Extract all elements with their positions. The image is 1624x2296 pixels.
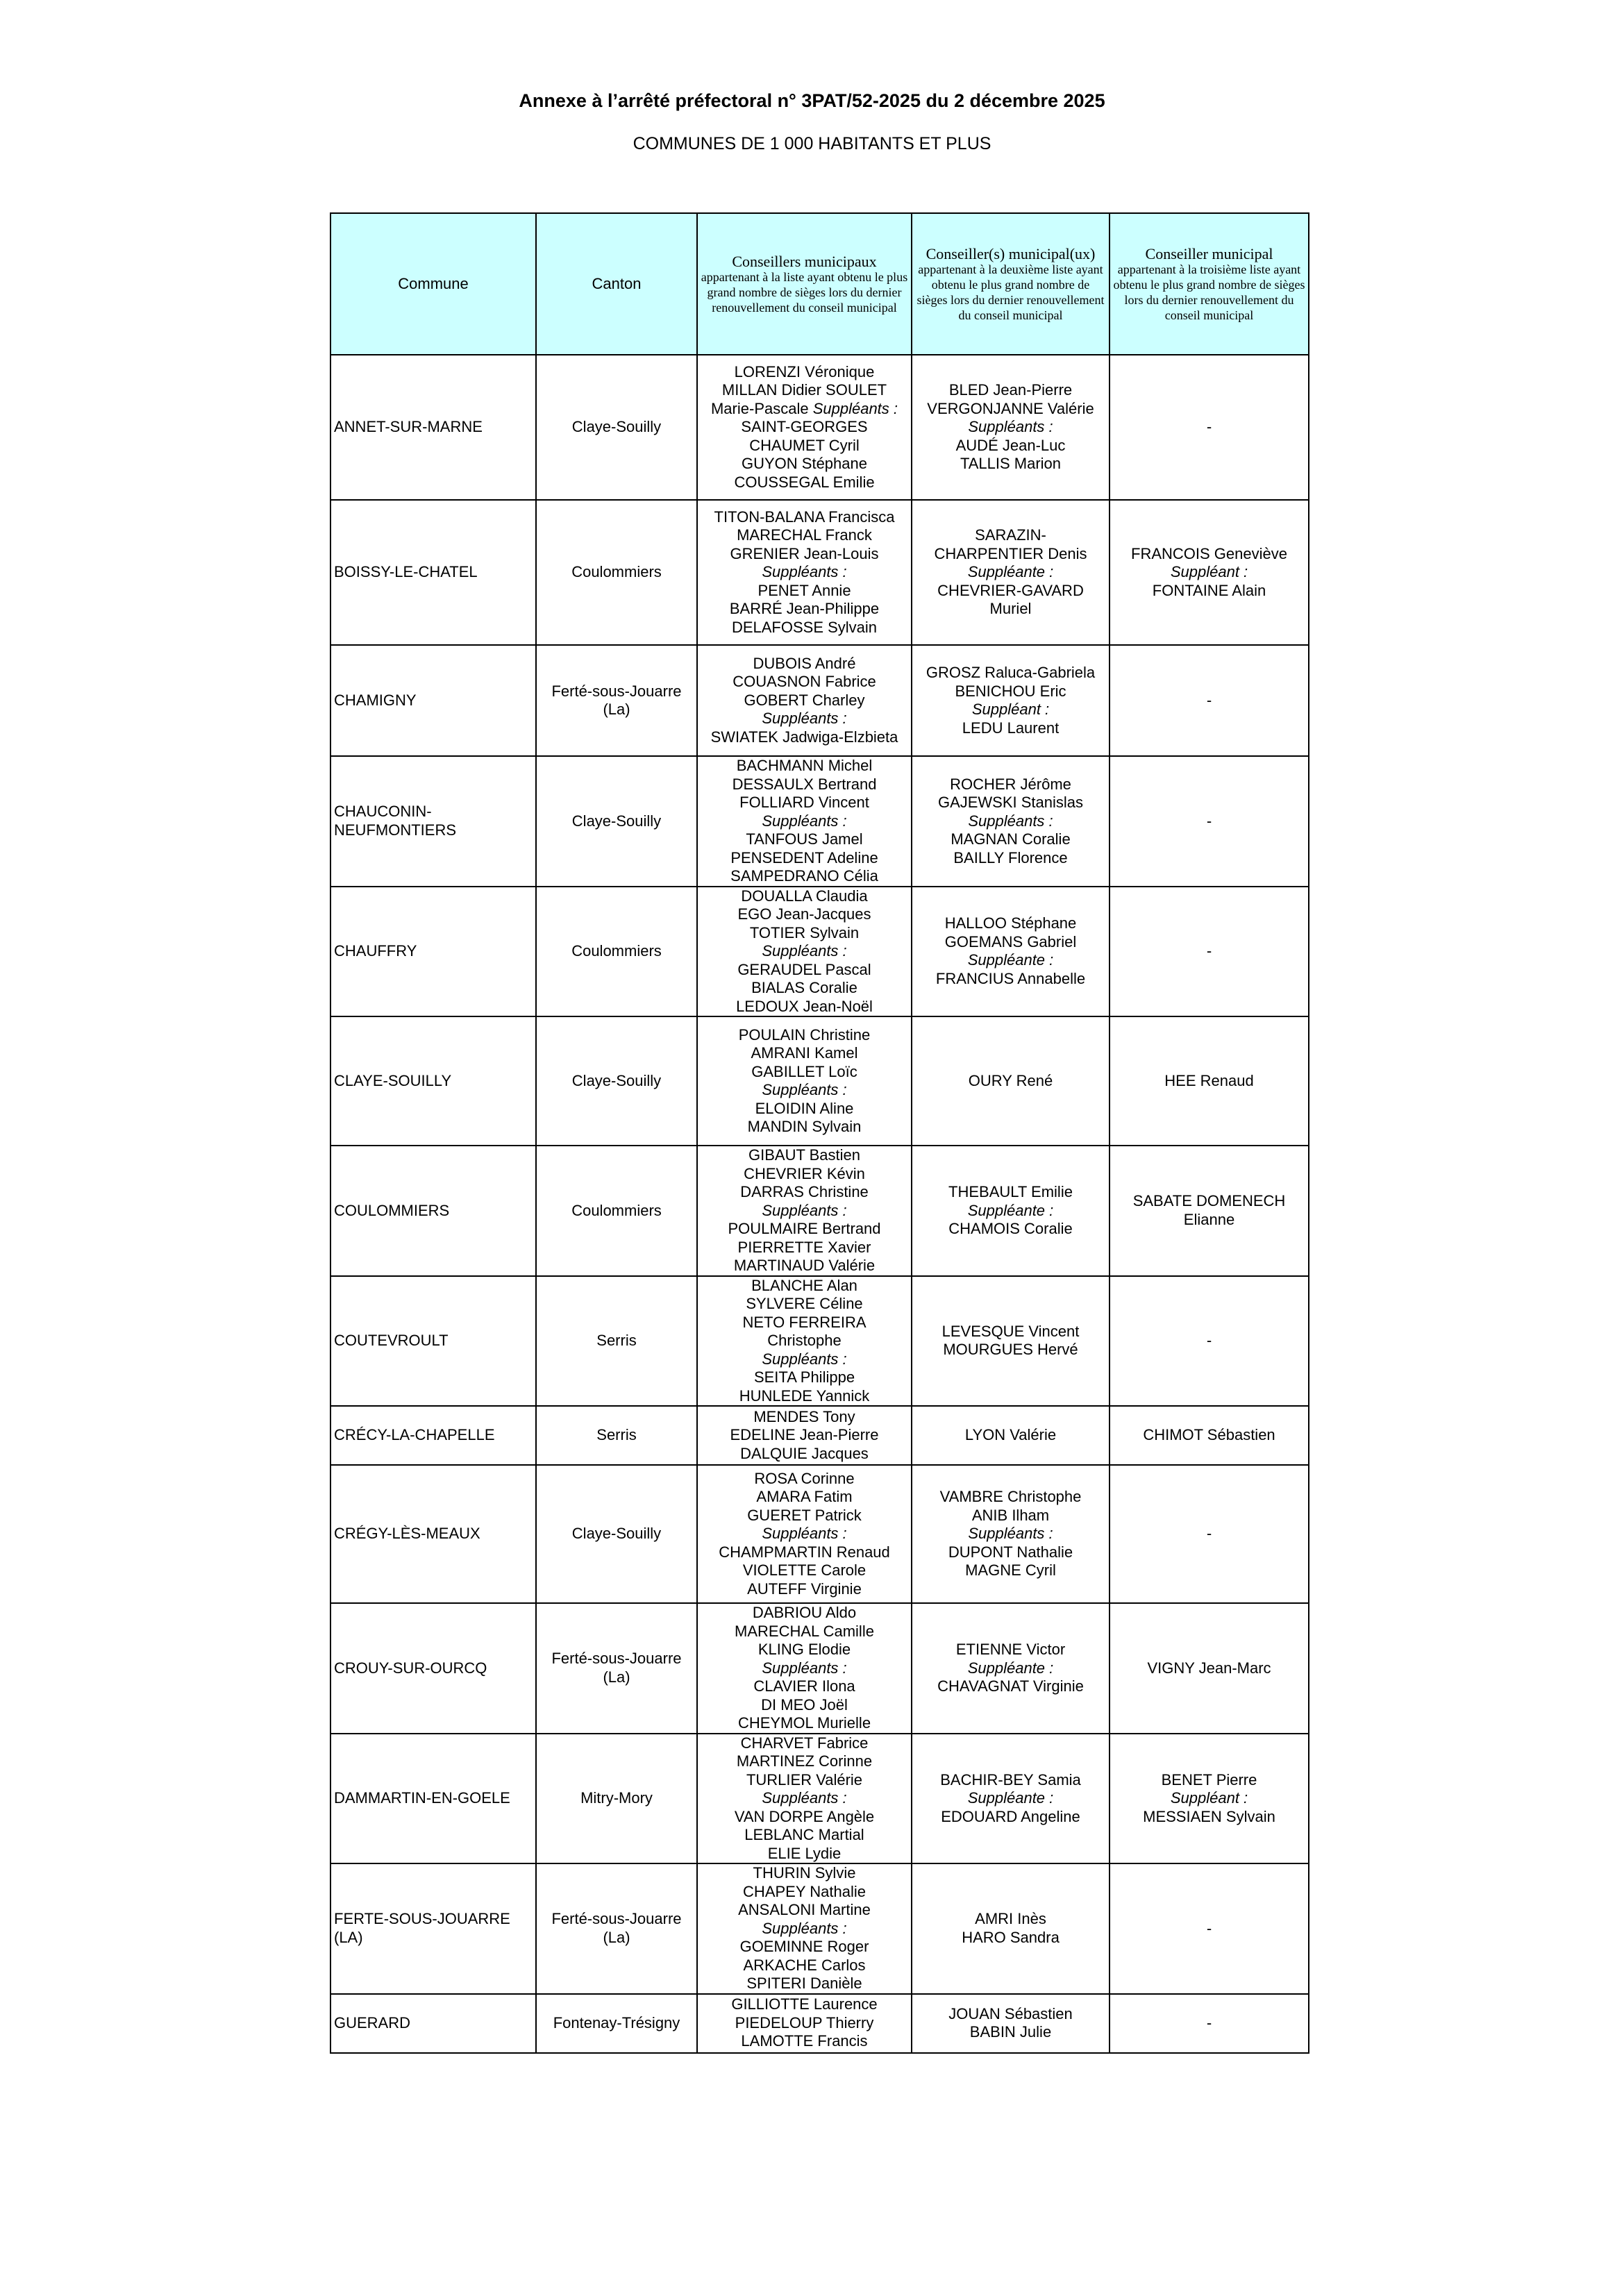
commune-cell	[330, 500, 536, 645]
cell-line: Suppléante :	[967, 951, 1054, 969]
cell-line: THEBAULT Emilie	[948, 1183, 1073, 1200]
cell-line: VERGONJANNE Valérie	[927, 399, 1094, 417]
list1-cell	[697, 1016, 912, 1146]
list1-cell	[697, 887, 912, 1017]
cell-line: HALLOO Stéphane	[944, 914, 1077, 932]
table-row	[330, 1734, 1309, 1864]
cell-line: CHIMOT Sébastien	[1143, 1426, 1275, 1444]
commune-cell	[330, 1146, 536, 1276]
cell-line: Coulommiers	[571, 1201, 662, 1219]
table-header-row	[330, 213, 1309, 355]
list2-cell	[912, 1465, 1110, 1603]
cell-line: CHAUMET Cyril	[749, 436, 860, 454]
cell-line: GOEMANS Gabriel	[944, 932, 1077, 950]
cell-line: Christophe	[767, 1332, 842, 1349]
list1-cell	[697, 1994, 912, 2053]
canton-cell	[536, 1734, 697, 1864]
cell-line: Claye-Souilly	[571, 812, 662, 830]
cell-line: ELIE Lydie	[767, 1844, 842, 1862]
cell-line: GILLIOTTE Laurence	[731, 1995, 878, 2013]
cell-line: MARTINAUD Valérie	[733, 1257, 876, 1274]
list1-cell	[697, 1276, 912, 1407]
cell-line: ROCHER Jérôme	[950, 775, 1071, 793]
cell-line: BLANCHE Alan	[751, 1276, 857, 1294]
cell-line: DUPONT Nathalie	[948, 1543, 1073, 1561]
cell-line: LYON Valérie	[964, 1426, 1057, 1444]
cell-line: -	[1206, 1525, 1212, 1543]
cell-line: Suppléants :	[762, 1919, 847, 1937]
table-row	[330, 1276, 1309, 1407]
cell-line: Suppléants :	[762, 563, 847, 581]
header-list3-title: Conseiller municipal	[1145, 244, 1273, 262]
cell-line: POULMAIRE Bertrand	[728, 1220, 881, 1237]
cell-line: Claye-Souilly	[571, 1071, 662, 1089]
cell-line: (La)	[603, 1928, 630, 1946]
list3-cell	[1110, 1146, 1309, 1276]
cell-line: Suppléants :	[762, 942, 847, 960]
cell-line: FRANCOIS Geneviève	[1131, 544, 1287, 562]
canton-cell	[536, 1406, 697, 1465]
list2-cell	[912, 1406, 1110, 1465]
cell-line: -	[1206, 418, 1212, 436]
cell-line: Claye-Souilly	[571, 418, 662, 436]
list1-cell	[697, 756, 912, 887]
header-list2-title: Conseiller(s) municipal(ux)	[926, 244, 1096, 262]
cell-line: PIEDELOUP Thierry	[735, 2013, 874, 2031]
cell-line: ANSALONI Martine	[738, 1901, 871, 1918]
cell-line: Ferté-sous-Jouarre	[551, 1910, 682, 1928]
cell-line: HARO Sandra	[962, 1928, 1060, 1946]
cell-line: Coulommiers	[571, 942, 662, 960]
cell-line: GRENIER Jean-Louis	[730, 544, 879, 562]
cell-line: (La)	[603, 701, 630, 718]
cell-line: GOEMINNE Roger	[739, 1938, 869, 1955]
cell-line: CHARPENTIER Denis	[934, 544, 1087, 562]
cell-line: DABRIOU Aldo	[752, 1604, 857, 1621]
canton-cell	[536, 1465, 697, 1603]
canton-cell	[536, 645, 697, 756]
list2-cell	[912, 1734, 1110, 1864]
table-row	[330, 1146, 1309, 1276]
cell-line: LEVESQUE Vincent	[941, 1322, 1080, 1340]
cell-line: Suppléants :	[968, 1525, 1053, 1543]
commune-cell	[330, 756, 536, 887]
cell-line: CHAPEY Nathalie	[743, 1882, 866, 1900]
cell-line: DARRAS Christine	[740, 1183, 869, 1200]
cell-line: COUASNON Fabrice	[733, 673, 876, 691]
commune-cell	[330, 1994, 536, 2053]
cell-line: BACHMANN Michel	[736, 757, 873, 774]
cell-line: PIERRETTE Xavier	[737, 1238, 871, 1256]
cell-line: CLAYE-SOUILLY	[334, 1071, 452, 1089]
cell-line: Suppléante :	[967, 1201, 1054, 1219]
table-row	[330, 887, 1309, 1017]
cell-line: CHARVET Fabrice	[740, 1734, 869, 1752]
cell-line: LEBLANC Martial	[744, 1826, 864, 1843]
cell-line: LORENZI Véronique	[734, 362, 875, 380]
table-row	[330, 1465, 1309, 1603]
commune-cell	[330, 355, 536, 500]
cell-line: CHEVRIER Kévin	[744, 1164, 865, 1182]
list1-cell	[697, 355, 912, 500]
cell-line: FRANCIUS Annabelle	[935, 969, 1086, 987]
cell-line: JOUAN Sébastien	[948, 2004, 1073, 2022]
cell-line: Suppléants :	[762, 1081, 847, 1098]
list1-cell	[697, 1146, 912, 1276]
cell-line: Suppléant :	[1170, 563, 1248, 581]
cell-line: SAINT-GEORGES	[741, 418, 868, 436]
cell-line: FOLLIARD Vincent	[739, 794, 869, 811]
cell-line: -	[1206, 691, 1212, 709]
cell-line: VAMBRE Christophe	[939, 1488, 1082, 1506]
list3-cell	[1110, 1603, 1309, 1734]
list3-cell	[1110, 1734, 1309, 1864]
cell-line: Suppléants :	[762, 812, 847, 830]
canton-cell	[536, 887, 697, 1017]
cell-line: Suppléant :	[971, 701, 1050, 718]
cell-line: Suppléante :	[967, 1789, 1054, 1807]
cell-line: Suppléants :	[762, 1350, 847, 1368]
commune-cell	[330, 1863, 536, 1994]
cell-line: DI MEO Joël	[761, 1695, 848, 1713]
table-row	[330, 1016, 1309, 1146]
cell-line: SARAZIN-	[975, 526, 1046, 544]
list1-cell	[697, 500, 912, 645]
cell-line: Suppléant :	[1170, 1789, 1248, 1807]
cell-line: -	[1206, 2013, 1212, 2031]
cell-line: GUERET Patrick	[747, 1506, 862, 1524]
cell-line: EDELINE Jean-Pierre	[730, 1426, 879, 1444]
list3-cell	[1110, 1016, 1309, 1146]
cell-line: MOURGUES Hervé	[943, 1341, 1078, 1359]
cell-line: VIGNY Jean-Marc	[1147, 1659, 1271, 1677]
list3-cell	[1110, 887, 1309, 1017]
list2-cell	[912, 1603, 1110, 1734]
cell-line: TALLIS Marion	[960, 455, 1062, 473]
cell-line: CHAMPMARTIN Renaud	[719, 1543, 890, 1561]
cell-line: LAMOTTE Francis	[741, 2032, 868, 2050]
list3-cell	[1110, 355, 1309, 500]
list3-cell	[1110, 1465, 1309, 1603]
cell-line: (La)	[603, 1668, 630, 1686]
cell-line: Claye-Souilly	[571, 1525, 662, 1543]
cell-line: Serris	[596, 1332, 637, 1349]
header-commune: Commune	[330, 213, 536, 355]
list1-cell	[697, 645, 912, 756]
list2-cell	[912, 1146, 1110, 1276]
cell-line: MAGNE Cyril	[965, 1561, 1056, 1579]
list2-cell	[912, 1016, 1110, 1146]
cell-line: Suppléants :	[762, 1789, 847, 1807]
canton-cell	[536, 1276, 697, 1407]
cell-line: MANDIN Sylvain	[747, 1118, 862, 1135]
canton-cell	[536, 355, 697, 500]
cell-line: MARECHAL Franck	[737, 526, 872, 544]
list1-cell	[697, 1734, 912, 1864]
table-row	[330, 1994, 1309, 2053]
table-row	[330, 756, 1309, 887]
commune-cell	[330, 1734, 536, 1864]
cell-line: AMRI Inès	[975, 1910, 1046, 1928]
cell-line: BENET Pierre	[1161, 1770, 1257, 1788]
cell-line: COUSSEGAL Emilie	[734, 473, 875, 491]
cell-line: CHEVRIER-GAVARD	[937, 581, 1084, 599]
cell-line: ELOIDIN Aline	[755, 1099, 854, 1117]
canton-cell	[536, 1994, 697, 2053]
cell-line: FONTAINE Alain	[1152, 581, 1266, 599]
cell-line: -	[1206, 1919, 1212, 1937]
cell-line: Fontenay-Trésigny	[553, 2013, 680, 2031]
cell-line: EDOUARD Angeline	[941, 1807, 1080, 1825]
cell-line: CLAVIER Ilona	[753, 1677, 855, 1695]
cell-line: MARTINEZ Corinne	[736, 1752, 873, 1770]
header-list2-subtitle: appartenant à la deuxième liste ayant obtenu le plus grand nombre de sièges lors du dernier renouvellement du conseil municipal	[916, 262, 1105, 322]
cell-line: SABATE DOMENECH	[1132, 1192, 1286, 1210]
cell-line: NEUFMONTIERS	[334, 821, 456, 839]
commune-cell	[330, 1276, 536, 1407]
list2-cell	[912, 1276, 1110, 1407]
cell-line: DALQUIE Jacques	[740, 1444, 869, 1462]
list3-cell	[1110, 1276, 1309, 1407]
header-canton: Canton	[536, 213, 697, 355]
cell-line: GAJEWSKI Stanislas	[937, 794, 1084, 811]
cell-line: GUERARD	[334, 2013, 411, 2031]
cell-line: Mitry-Mory	[580, 1789, 653, 1807]
cell-line: TITON-BALANA Francisca	[714, 508, 895, 526]
cell-line: GIBAUT Bastien	[748, 1146, 860, 1164]
cell-line: Muriel	[989, 600, 1032, 618]
list3-cell	[1110, 1863, 1309, 1994]
list1-cell	[697, 1406, 912, 1465]
cell-line: AUDÉ Jean-Luc	[955, 436, 1066, 454]
cell-line: GROSZ Raluca-Gabriela	[926, 664, 1096, 681]
cell-line: CHAUFFRY	[334, 942, 417, 960]
cell-line: DUBOIS André	[753, 654, 856, 672]
cell-line: MAGNAN Coralie	[951, 830, 1071, 848]
table-row	[330, 645, 1309, 756]
cell-line: SYLVERE Céline	[746, 1295, 863, 1312]
cell-line: Ferté-sous-Jouarre	[551, 1650, 682, 1668]
cell-line: -	[1206, 1332, 1212, 1349]
cell-line: BARRÉ Jean-Philippe	[729, 600, 880, 618]
cell-line: Coulommiers	[571, 563, 662, 581]
header-list1-subtitle: appartenant à la liste ayant obtenu le plus grand nombre de sièges lors du dernier renouvellement du conseil municipal	[701, 269, 908, 315]
list1-cell	[697, 1603, 912, 1734]
canton-cell	[536, 500, 697, 645]
list3-cell	[1110, 1994, 1309, 2053]
cell-line: (LA)	[334, 1928, 363, 1946]
cell-line: POULAIN Christine	[738, 1025, 871, 1044]
canton-cell	[536, 1863, 697, 1994]
cell-line: CRÉGY-LÈS-MEAUX	[334, 1525, 480, 1543]
list2-cell	[912, 355, 1110, 500]
cell-line: PENET Annie	[757, 581, 851, 599]
page-subtitle: COMMUNES DE 1 000 HABITANTS ET PLUS	[633, 134, 991, 153]
cell-line: Serris	[596, 1426, 637, 1444]
cell-line: -	[1206, 812, 1212, 830]
canton-cell	[536, 1016, 697, 1146]
list2-cell	[912, 500, 1110, 645]
cell-line: AMRANI Kamel	[751, 1044, 858, 1062]
cell-line: ETIENNE Victor	[955, 1641, 1066, 1658]
cell-line: LEDOUX Jean-Noël	[736, 997, 873, 1015]
cell-line: BABIN Julie	[969, 2023, 1052, 2041]
cell-line: CHAVAGNAT Virginie	[937, 1677, 1084, 1695]
cell-line: Suppléants :	[762, 710, 847, 728]
cell-line: SWIATEK Jadwiga-Elzbieta	[710, 728, 898, 746]
cell-line: EGO Jean-Jacques	[737, 905, 871, 923]
cell-line: CHEYMOL Murielle	[737, 1714, 871, 1732]
cell-line: ANIB Ilham	[971, 1506, 1050, 1524]
list2-cell	[912, 756, 1110, 887]
list2-cell	[912, 1863, 1110, 1994]
header-list2	[912, 213, 1110, 355]
cell-line: Suppléants :	[762, 1525, 847, 1543]
list3-cell	[1110, 645, 1309, 756]
cell-line: Suppléants :	[968, 418, 1053, 436]
list2-cell	[912, 1994, 1110, 2053]
table-row	[330, 355, 1309, 500]
cell-line: Ferté-sous-Jouarre	[551, 682, 682, 700]
cell-line: VAN DORPE Angèle	[734, 1807, 875, 1825]
list1-cell	[697, 1465, 912, 1603]
cell-line: HEE Renaud	[1164, 1071, 1254, 1089]
cell-line: Suppléants :	[968, 812, 1053, 830]
cell-line: AUTEFF Virginie	[747, 1579, 862, 1598]
table-row	[330, 1863, 1309, 1994]
cell-line: THURIN Sylvie	[753, 1864, 856, 1882]
canton-cell	[536, 1603, 697, 1734]
cell-line: ARKACHE Carlos	[743, 1956, 866, 1974]
cell-line: DOUALLA Claudia	[741, 887, 868, 905]
commune-cell	[330, 645, 536, 756]
cell-line: BIALAS Coralie	[751, 979, 857, 996]
cell-line: BENICHOU Eric	[955, 682, 1066, 700]
cell-line: HUNLEDE Yannick	[739, 1386, 870, 1405]
cell-line: SPITERI Danièle	[746, 1975, 862, 1992]
cell-line: MARECHAL Camille	[735, 1622, 874, 1640]
header-list1-title: Conseillers municipaux	[732, 252, 877, 270]
cell-line: DESSAULX Bertrand	[732, 775, 877, 793]
cell-line: BACHIR-BEY Samia	[940, 1770, 1081, 1788]
cell-line: DAMMARTIN-EN-GOELE	[334, 1789, 510, 1807]
cell-line: TOTIER Sylvain	[749, 923, 860, 941]
cell-line: -	[1206, 942, 1212, 960]
cell-line: GERAUDEL Pascal	[737, 960, 871, 978]
cell-line: AMARA Fatim	[756, 1488, 853, 1506]
cell-line: Suppléante :	[967, 1659, 1054, 1677]
cell-line: CHAMIGNY	[334, 691, 417, 709]
cell-line: MILLAN Didier SOULET	[721, 381, 887, 399]
cell-line: GOBERT Charley	[744, 691, 865, 709]
commune-cell	[330, 887, 536, 1017]
cell-line: ANNET-SUR-MARNE	[334, 418, 483, 436]
cell-line: BLED Jean-Pierre	[948, 381, 1073, 399]
table-row	[330, 500, 1309, 645]
cell-line: Elianne	[1183, 1210, 1235, 1228]
list1-cell	[697, 1863, 912, 1994]
cell-line: PENSEDENT Adeline	[730, 848, 878, 866]
header-list3-subtitle: appartenant à la troisième liste ayant obtenu le plus grand nombre de sièges lors du dernier renouvellement du conseil municipal	[1113, 262, 1305, 322]
page-title: Annexe à l’arrêté préfectoral n° 3PAT/52-2025 du 2 décembre 2025	[519, 90, 1105, 111]
cell-line: COULOMMIERS	[334, 1201, 450, 1219]
cell-line: Suppléants :	[762, 1659, 847, 1677]
cell-line: OURY René	[968, 1071, 1053, 1089]
header-list1	[697, 213, 912, 355]
cell-line: Suppléante :	[967, 563, 1054, 581]
cell-line: CROUY-SUR-OURCQ	[334, 1659, 487, 1677]
table-row	[330, 1603, 1309, 1734]
canton-cell	[536, 1146, 697, 1276]
list3-cell	[1110, 1406, 1309, 1465]
cell-line: GABILLET Loïc	[751, 1062, 857, 1080]
list3-cell	[1110, 500, 1309, 645]
cell-line: FERTE-SOUS-JOUARRE	[334, 1910, 510, 1928]
commune-cell	[330, 1016, 536, 1146]
cell-line: NETO FERREIRA	[742, 1313, 867, 1331]
cell-line: Marie-Pascale Suppléants :	[710, 399, 898, 417]
cell-line: BAILLY Florence	[953, 848, 1068, 866]
cell-line: TURLIER Valérie	[746, 1770, 863, 1788]
commune-cell	[330, 1603, 536, 1734]
list2-cell	[912, 887, 1110, 1017]
list3-cell	[1110, 756, 1309, 887]
header-list3	[1110, 213, 1309, 355]
cell-line: CHAUCONIN-	[334, 803, 432, 821]
cell-line: MENDES Tony	[753, 1407, 855, 1425]
commune-cell	[330, 1406, 536, 1465]
cell-line: TANFOUS Jamel	[746, 830, 863, 848]
cell-line: SAMPEDRANO Célia	[730, 867, 878, 885]
cell-line: DELAFOSSE Sylvain	[731, 618, 878, 636]
cell-line: LEDU Laurent	[962, 719, 1060, 737]
councillors-table	[330, 212, 1309, 2054]
cell-line: KLING Elodie	[757, 1641, 851, 1658]
canton-cell	[536, 756, 697, 887]
cell-line: COUTEVROULT	[334, 1332, 449, 1349]
commune-cell	[330, 1465, 536, 1603]
table-row	[330, 1406, 1309, 1465]
cell-line: GUYON Stéphane	[742, 455, 867, 473]
table-body	[330, 355, 1309, 2053]
list2-cell	[912, 645, 1110, 756]
cell-line: ROSA Corinne	[754, 1469, 855, 1487]
cell-line: CRÉCY-LA-CHAPELLE	[334, 1426, 495, 1444]
cell-line: VIOLETTE Carole	[742, 1561, 867, 1579]
cell-line: CHAMOIS Coralie	[948, 1220, 1073, 1237]
cell-line: MESSIAEN Sylvain	[1143, 1807, 1275, 1825]
cell-line: BOISSY-LE-CHATEL	[334, 563, 478, 581]
cell-line: Suppléants :	[762, 1201, 847, 1219]
cell-line: SEITA Philippe	[753, 1368, 855, 1386]
